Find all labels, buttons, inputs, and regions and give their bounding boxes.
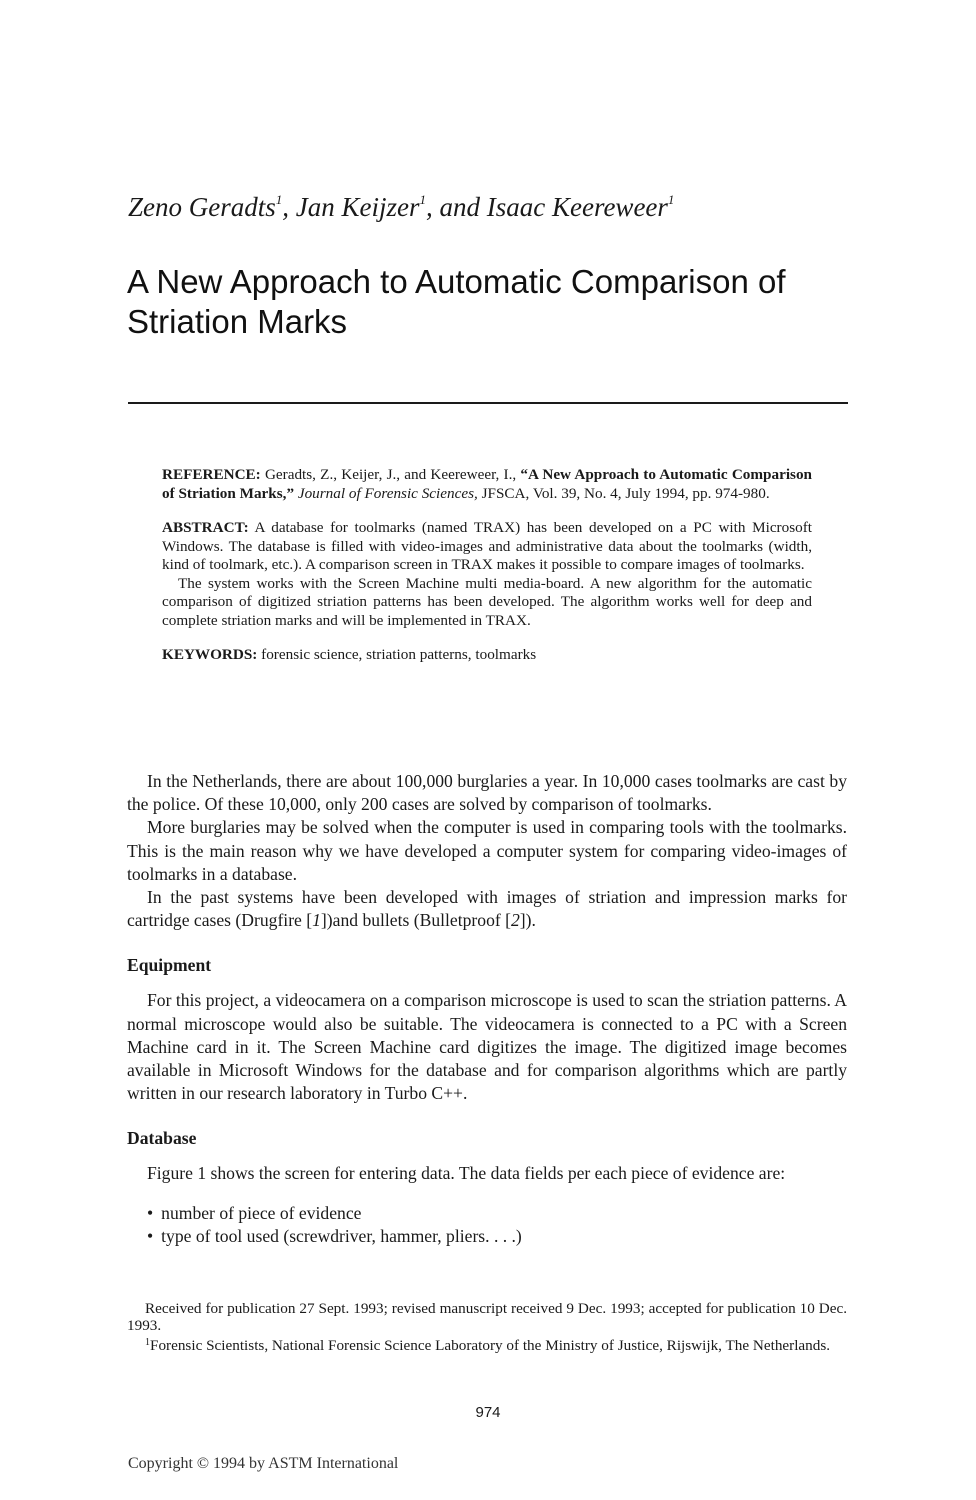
abstract-text-2: The system works with the Screen Machine multi media-board. A new algorithm for the automatic comparison of digitized striation patterns has been developed. The algorithm works well for deep and complete striation marks and will be implemented in TRAX. [162,574,812,629]
author-name: Zeno Geradts [128,192,276,222]
keywords-block [162,646,812,665]
page-number: 974 [475,1404,501,1421]
reference-label: REFERENCE: [162,466,261,483]
intro-paragraph-1: In the Netherlands, there are about 100,000 burglaries a year. In 10,000 cases toolmarks are cast by the police. Of these 10,000, only 200 cases are solved by comparison of toolmarks. [127,771,847,815]
affiliation-mark: 1 [275,192,283,207]
reference-article-title: “A New Approach to Automatic Comparison of Striation Marks,” [162,466,813,502]
reference-block [162,466,812,503]
author-name: Isaac Keereweer [486,192,668,222]
database-paragraph: Figure 1 shows the screen for entering data. The data fields per each piece of evidence are: [147,1163,786,1184]
list-item: • type of tool used (screwdriver, hammer, pliers. . . .) [147,1225,847,1248]
reference-authors: Geradts, Z., Keijer, J., and Keereweer, I., [264,466,521,483]
keywords-text: forensic science, striation patterns, toolmarks [261,646,537,663]
abstract-block [162,519,812,575]
section-heading-database: Database [127,1128,197,1149]
copyright-notice: Copyright © 1994 by ASTM International [128,1455,399,1472]
body-text [127,770,847,1248]
intro-text: ]). [519,910,536,931]
affiliation-mark: 1 [667,192,675,207]
author-name: Jan Keijzer [295,192,420,222]
received-note: Received for publication 27 Sept. 1993; revised manuscript received 9 Dec. 1993; accepted for publication 10 Dec. 1993. [127,1300,847,1334]
affiliation-note [127,1335,847,1355]
affiliation-mark: 1 [145,1336,150,1348]
section-heading-equipment: Equipment [127,955,212,976]
intro-text: ])and bullets (Bulletproof [ [320,910,511,931]
abstract-label: ABSTRACT: [162,519,249,536]
author-separator: , [282,192,296,222]
front-matter [162,466,812,681]
paper-title: A New Approach to Automatic Comparison of Striation Marks [127,263,786,340]
citation-ref: 1 [312,910,321,931]
citation-ref: 2 [510,910,520,931]
intro-text: In the past systems have been developed with images of striation and impression marks for cartridge cases (Drugfire [ [127,887,847,931]
data-field-list [127,1202,847,1248]
equipment-paragraph: For this project, a videocamera on a comparison microscope is used to scan the striation patterns. A normal microscope would also be suitable. The videocamera is connected to a PC with a Screen Machine card in it. The Screen Machine card digitizes the image. The digitized image becomes available in Microsoft Windows for the database and for comparison algorithms which are partly written in our research laboratory in Turbo C++. [127,990,847,1104]
author-separator: , and [425,192,487,222]
abstract-text-1: A database for toolmarks (named TRAX) has been developed on a PC with Microsoft Windows. The database is filled with video-images and administrative data about the toolmarks (width, kind of toolmark, etc.). A comparison screen in TRAX makes it possible to compare images of toolmarks. [162,519,812,573]
affiliation-mark: 1 [419,192,426,207]
reference-details: JFSCA, Vol. 39, No. 4, July 1994, pp. 974-980. [481,484,770,502]
keywords-label: KEYWORDS: [162,646,258,663]
footnotes [127,1301,847,1354]
reference-journal: Journal of Forensic Sciences, [297,484,478,502]
title-rule [128,402,848,404]
intro-paragraph-2: More burglaries may be solved when the computer is used in comparing tools with the toolmarks. This is the main reason why we have developed a computer system for comparing video-images of toolmarks in a database. [127,817,847,884]
author-list [128,183,888,224]
intro-paragraph-3 [127,886,847,932]
affiliation-text: Forensic Scientists, National Forensic Science Laboratory of the Ministry of Justice, Rijswijk, The Netherlands. [150,1336,831,1354]
list-item: • number of piece of evidence [147,1202,847,1225]
